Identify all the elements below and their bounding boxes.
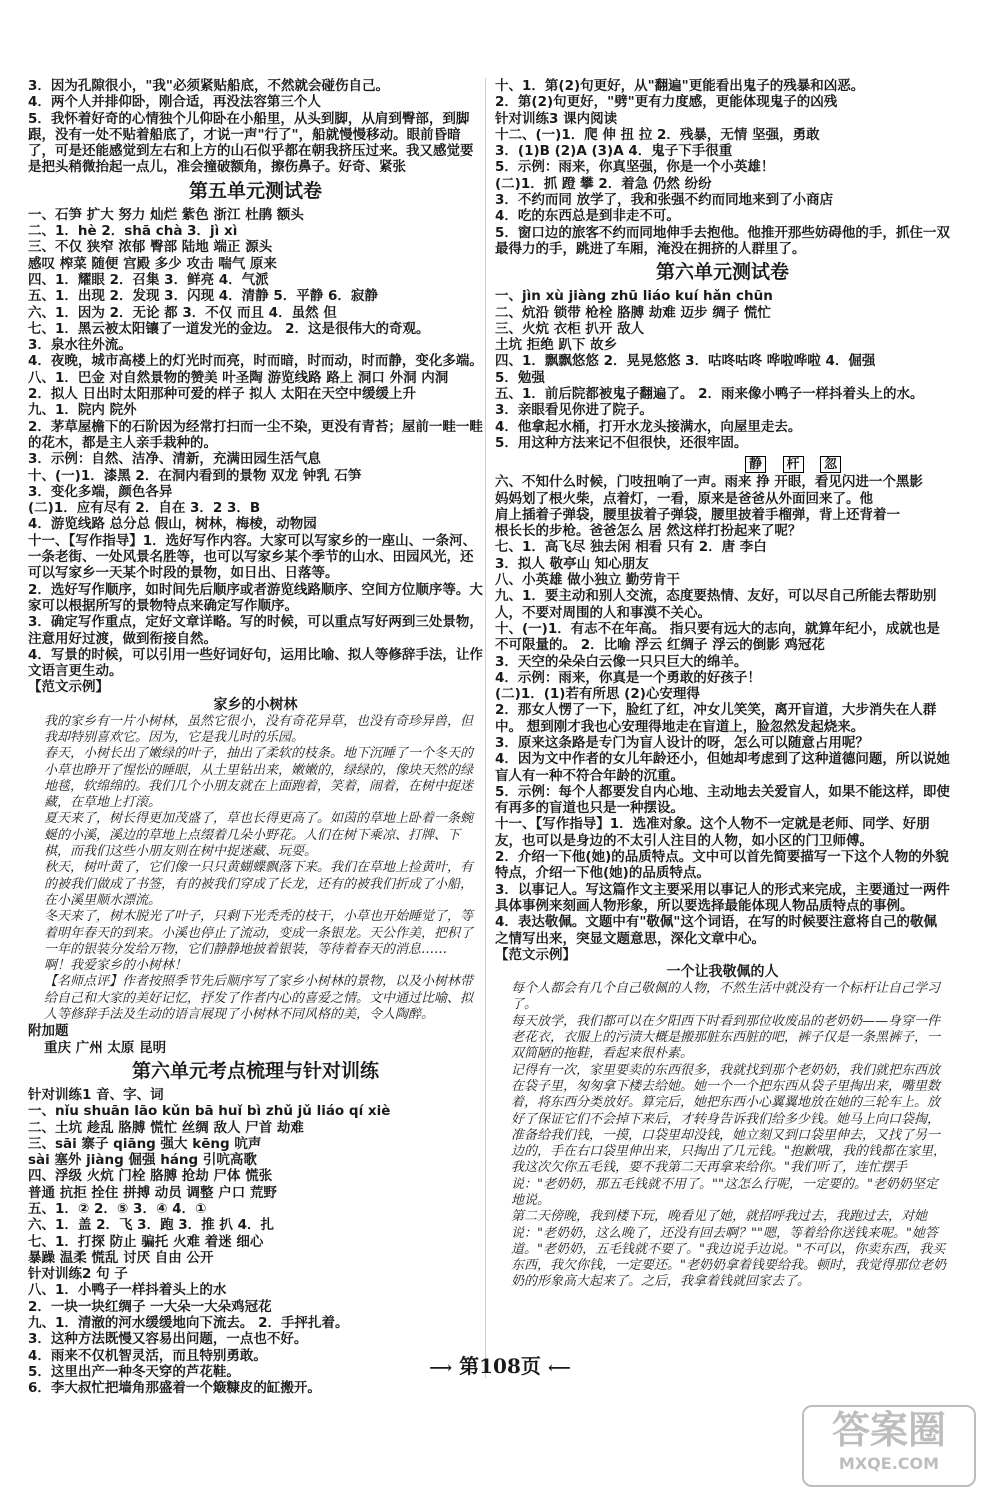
sample1-essay bbox=[28, 714, 483, 1024]
answer-line: 2．一块一块红绸子 一大朵一大朵鸡冠花 bbox=[28, 1298, 272, 1315]
answer-line: 一、jìn xù jiàng zhū liáo kuí hǎn chūn bbox=[495, 288, 773, 305]
answer-line: 八、1．小鸭子一样抖着头上的水 bbox=[28, 1282, 227, 1299]
answer-line: 八、1．巴金 对自然景物的赞美 叶圣陶 游览线路 路上 洞口 外洞 内洞 bbox=[28, 369, 449, 386]
answer-line: 三、不仅 狭窄 浓郁 臀部 陆地 端正 源头 bbox=[28, 239, 273, 256]
answer-line: 4．示例：雨来，你真是一个勇敢的好孩子！ bbox=[495, 669, 761, 686]
answer-line: 八、小英雄 做小独立 勤劳肯干 bbox=[495, 572, 680, 589]
extra-title: 附加题 bbox=[28, 1023, 69, 1040]
watermark-title: 答案圈 bbox=[831, 1408, 946, 1452]
answer-line: 【范文示例】 bbox=[495, 946, 576, 963]
answer-line: 针对训练2 句 子 bbox=[28, 1266, 128, 1283]
answer-line: 3．泉水往外流。 bbox=[28, 337, 132, 354]
answer-line: 4．吃的东西总是到非走不可。 bbox=[495, 208, 680, 225]
answer-line: (二)1．应有尽有 2．自在 3．2 3．B bbox=[28, 500, 261, 517]
essay-paragraph: 【名师点评】作者按照季节先后顺序写了家乡小树林的景物，以及小树林带给自己和大家的美好记忆，抒发了作者内心的喜爱之情。文中通过比喻、拟人等修辞手法及生动的语言展现了小树林不同风格的美，令人陶醉。 bbox=[44, 974, 474, 1023]
answer-line: 4．两个人并排仰卧，刚合适，再没法容第三个人 bbox=[28, 94, 321, 111]
answer-line: 5．窗口边的旅客不约而同地伸手去抱他。他推开那些妨碍他的手，抓住一双最得力的手，跳进了车厢，淹没在拥挤的人群里了。 bbox=[495, 224, 950, 257]
essay-paragraph: 啊！我爱家乡的小树林！ bbox=[44, 958, 188, 974]
answer-line: 四、浮级 火炕 门栓 胳膊 抢劫 尸体 慌张 bbox=[28, 1168, 273, 1185]
answer-line: 5．这里出产一种冬天穿的芦花鞋。 bbox=[28, 1363, 240, 1380]
answer-line: 3．因为孔隙很小，"我"必须紧贴船底，不然就会碰伤自己。 bbox=[28, 78, 389, 94]
answer-line: 九、1．要主动和别人交流，态度要热情、友好，可以尽自己所能去帮助别人，不要对周围的人和事漠不关心。 bbox=[495, 588, 937, 621]
unit6-answers-continued bbox=[495, 539, 950, 963]
unit5-title: 第五单元测试卷 bbox=[188, 179, 322, 202]
unit5-answers bbox=[28, 207, 483, 696]
answer-line: 七、1．高飞尽 独去闲 相看 只有 2．唐 李白 bbox=[495, 539, 767, 556]
correction-line: 六、不知什么时候，门吱扭响了一声。雨来 挣 开眼，看见闪进一个黑影 bbox=[495, 474, 923, 491]
extra-answers: 重庆 广州 太原 昆明 bbox=[44, 1039, 167, 1056]
answer-line: 4．表达敬佩。文题中有"敬佩"这个词语，在写的时候要注意将自己的敬佩之情写出来，突显文题意思，深化文章中心。 bbox=[495, 914, 937, 947]
answer-line: 十一、【写作指导】1．选好写作内容。大家可以写家乡的一座山、一条河、一条老街、一处风景名胜等，也可以写家乡某个季节的山水、田园风光，还可以写家乡一天某个时段的景物，如日出、日落等。 bbox=[28, 532, 477, 582]
watermark-logo bbox=[802, 1405, 976, 1487]
answer-line: 针对训练1 音、字、词 bbox=[28, 1086, 164, 1103]
correction-marks bbox=[495, 453, 950, 472]
answer-line: 一、nǐu shuān lāo kǔn bā huǐ bì zhǔ jǔ liáo qí xiè bbox=[28, 1103, 391, 1120]
answer-line: 普通 抗拒 拴住 拼搏 动员 调整 户口 荒野 bbox=[28, 1184, 277, 1201]
answer-line: 四、1．飘飘悠悠 2．晃晃悠悠 3．咕咚咕咚 哗啦哗啦 4．倔强 bbox=[495, 353, 876, 370]
answer-line: (二)1．(1)若有所思 (2)心安理得 bbox=[495, 686, 700, 703]
answer-line: 七、1．黑云被太阳镶了一道发光的金边。 2．这是很伟大的奇观。 bbox=[28, 320, 430, 337]
correction-paragraph bbox=[495, 474, 950, 539]
answer-line: 二、炕沿 锁带 枪栓 胳膊 劫难 迈步 绸子 慌忙 bbox=[495, 304, 771, 321]
answer-line: 3．确定写作重点，定好文章详略。写的时候，可以重点写好两到三处景物，注意用好过渡，做到衔接自然。 bbox=[28, 614, 483, 647]
answer-line: 2．茅草屋檐下的石阶因为经常打扫而一尘不染，更没有青苔；屋前一畦一畦的花木，都是主人亲手栽种的。 bbox=[28, 418, 483, 451]
left-top-answers bbox=[28, 78, 483, 176]
answer-line: 【范文示例】 bbox=[28, 679, 109, 696]
answer-line: 4．雨来不仅机智灵活，而且特别勇敢。 bbox=[28, 1347, 267, 1364]
answer-line: 十二、(一)1．爬 伸 扭 拉 2．残暴，无情 坚强，勇敢 bbox=[495, 126, 820, 143]
sample2-title: 一个让我敬佩的人 bbox=[666, 964, 779, 981]
correction-box-a: 静 bbox=[745, 456, 766, 473]
answer-line: 3．以事记人。写这篇作文主要采用以事记人的形式来完成，主要通过一两件具体事例来刻画人物形象，所以要选择最能体现人物品质特点的事例。 bbox=[495, 881, 950, 914]
correction-line: 根长长的步枪。爸爸怎么 居 然这样打扮起来了呢？ bbox=[495, 523, 802, 540]
answer-line: 三、火炕 衣柜 扒开 敌人 bbox=[495, 320, 645, 337]
answer-line: 3．原来这条路是专门为盲人设计的呀，怎么可以随意占用呢？ bbox=[495, 734, 869, 751]
essay-paragraph: 第二天傍晚，我到楼下玩，晚看见了她，就招呼我过去，我跑过去，对她说："老奶奶，这么晚了，还没有回去啊？""嗯，等着给你送钱来呢。"她答道。"老奶奶，五毛钱就不要了。"我边说手边说。"不可以，你卖东西，我买东西，我欠你钱，一定要还。"老奶奶拿着钱要给我。顿时，我觉得那位老奶奶的形象高大起来了。之后，我拿着钱就回家去了。 bbox=[511, 1209, 946, 1290]
answer-line: 3．天空的朵朵白云像一只只巨大的绵羊。 bbox=[495, 653, 748, 670]
answer-line: 一、石笋 扩大 努力 灿烂 紫色 浙江 杜鹃 额头 bbox=[28, 206, 304, 223]
answer-line: 四、1．耀眼 2．召集 3．鲜亮 4．气派 bbox=[28, 271, 269, 288]
answer-line: 十、(一)1．漆黑 2．在洞内看到的景物 双龙 钟乳 石笋 bbox=[28, 467, 362, 484]
correction-line: 妈妈划了根火柴，点着灯，一看，原来是爸爸从外面回来了。他 bbox=[495, 490, 873, 507]
answer-line: 十、(一)1．有志不在年高。 指只要有远大的志向，就算年纪小，成就也是不可限量的。 2．比喻 浮云 红绸子 浮云的倒影 鸡冠花 bbox=[495, 620, 940, 654]
answer-line: 七、1．打探 防止 骗托 火难 着迷 细心 bbox=[28, 1233, 264, 1250]
left-column bbox=[28, 78, 483, 1397]
answer-line: 2．选好写作顺序，如时间先后顺序或者游览线路顺序、空间方位顺序等。大家可以根据所写的景物特点来确定写作顺序。 bbox=[28, 581, 483, 614]
answer-line: 4．写景的时候，可以引用一些好词好句，运用比喻、拟人等修辞手法，让作文语言更生动。 bbox=[28, 646, 483, 680]
answer-line: 3．不约而同 放学了，我和张强不约而同地来到了小商店 bbox=[495, 192, 834, 209]
answer-line: sài 塞外 jiàng 倔强 háng 引吭高歌 bbox=[28, 1152, 257, 1169]
watermark-url: MXQE.COM bbox=[838, 1454, 940, 1473]
answer-line: 二、土坑 趁乱 胳膊 慌忙 丝绸 敌人 尸首 劫难 bbox=[28, 1119, 304, 1136]
answer-line: 3．示例：自然、洁净、清新，充满田园生活气息 bbox=[28, 451, 321, 468]
essay-paragraph: 秋天，树叶黄了，它们像一只只黄蝴蝶飘落下来。我们在草地上捡黄叶，有的被我们做成了书签，有的被我们穿成了长龙，还有的被我们折成了小船，在小溪里顺水漂流。 bbox=[44, 860, 474, 908]
right-column bbox=[495, 78, 950, 1291]
answer-line: 3．这种方法既慢又容易出问题，一点也不好。 bbox=[28, 1331, 308, 1348]
answer-line: 3．亲眼看见你进了院子。 bbox=[495, 402, 653, 419]
essay-paragraph: 春天，小树长出了嫩绿的叶子，抽出了柔软的枝条。地下沉睡了一个冬天的小草也睁开了惺忪的睡眼，从土里钻出来，嫩嫩的，绿绿的，像块天然的绿地毯，软绵绵的。我们几个小朋友就在上面跑着，笑着，闹着，在树中捉迷藏，在草地上打滚。 bbox=[44, 746, 474, 811]
answer-line: 3．拟人 敬亭山 知心朋友 bbox=[495, 555, 649, 572]
page-number: 第108页 bbox=[459, 1354, 541, 1378]
answer-line: 暴躁 温柔 慌乱 讨厌 自由 公开 bbox=[28, 1249, 214, 1266]
answer-line: 感叹 榨菜 随便 宫殿 多少 攻击 喘气 原来 bbox=[28, 255, 277, 272]
answer-line: 3．变化多端，颜色各异 bbox=[28, 483, 173, 500]
answer-line: 五、1．② 2．⑤ 3．④ 4．① bbox=[28, 1201, 207, 1217]
answer-line: 5．勉强 bbox=[495, 369, 545, 386]
answer-line: 十、1．第(2)句更好，从"翻遍"更能看出鬼子的残暴和凶恶。 bbox=[495, 78, 865, 94]
unit6-review-title: 第六单元考点梳理与针对训练 bbox=[131, 1059, 379, 1082]
footer-right-ornament: ⟵ bbox=[547, 1358, 571, 1377]
answer-line: 2．介绍一下他(她)的品质特点。文中可以首先简要描写一下这个人物的外貌特点，介绍一下他(她)的品质特点。 bbox=[495, 849, 949, 882]
unit6-answers bbox=[495, 288, 950, 451]
correction-line: 肩上插着子弹袋，腰里拔着子弹袋，腰里披着手榴弹，背上还背着一 bbox=[495, 506, 900, 523]
answer-line: 九、1．清澈的河水缓缓地向下流去。 2．手抨扎着。 bbox=[28, 1315, 349, 1332]
answer-line: 2．拟人 日出时太阳那种可爱的样子 拟人 太阳在天空中缓缓上升 bbox=[28, 386, 416, 403]
answer-line: 2．第(2)句更好，"劈"更有力度感，更能体现鬼子的凶残 bbox=[495, 94, 838, 111]
answer-line: 九、1．院内 院外 bbox=[28, 402, 137, 419]
footer-left-ornament: ⟶ bbox=[429, 1358, 453, 1377]
answer-line: (二)1．抓 蹬 攀 2．着急 仍然 纷纷 bbox=[495, 175, 712, 192]
answer-line: 五、1．前后院都被鬼子翻遍了。 2．雨来像小鸭子一样抖着头上的水。 bbox=[495, 386, 924, 403]
answer-line: 4．因为文中作者的女儿年龄还小，但她却考虑到了这种道德问题，所以说她盲人有一种不符合年龄的沉重。 bbox=[495, 751, 950, 784]
essay-paragraph: 我的家乡有一片小树林，虽然它很小，没有奇花异草，也没有奇珍异兽，但我却特别喜欢它。因为，它是我儿时的乐园。 bbox=[44, 713, 474, 745]
essay-paragraph: 冬天来了，树木脱光了叶子，只剩下光秃秃的枝干，小草也开始睡觉了，等着明年春天的到来。小溪也停止了流动，变成一条银龙。天公作美，把积了一年的银装分发给万物，它们静静地披着银装，等待着春天的消息…… bbox=[44, 909, 474, 957]
answer-line: 六、1．盖 2．飞 3．跑 3．推 扒 4．扎 bbox=[28, 1217, 274, 1234]
page-footer bbox=[0, 1347, 1000, 1379]
essay-paragraph: 每天放学，我们都可以在夕阳西下时看到那位收废品的老奶奶——身穿一件老花衣，衣服上的污渍大概是搬那脏东西脏的吧，裤子仅是一条黑裤子，一双简陋的拖鞋，看起来很朴素。 bbox=[511, 1013, 941, 1062]
answer-line: 五、1．出现 2．发现 3．闪现 4．清静 5．平静 6．寂静 bbox=[28, 288, 378, 305]
answer-line: 六、1．因为 2．无论 都 3．不仅 而且 4．虽然 但 bbox=[28, 304, 337, 321]
answer-line: 5．示例：每个人都要发自内心地、主动地去关爱盲人，如果不能这样，即使有再多的盲道也只是一种摆设。 bbox=[495, 783, 950, 817]
correction-box-b: 杆 bbox=[783, 456, 804, 473]
answer-line: 4．游览线路 总分总 假山，树林，梅棱，动物园 bbox=[28, 516, 317, 533]
answer-line: 三、sāi 寨子 qiāng 强大 kēng 吭声 bbox=[28, 1135, 262, 1152]
answer-line: 4．夜晚，城市高楼上的灯光时而亮，时而暗，时而动，时而静，变化多端。 bbox=[28, 353, 483, 370]
essay-paragraph: 每个人都会有几个自己敬佩的人物，不然生活中就没有一个标杆让自己学习了。 bbox=[511, 981, 941, 1013]
answer-line: 5．用这种方法来记不但很快，还很牢固。 bbox=[495, 434, 748, 451]
answer-line: 5．示例：雨来，你真坚强，你是一个小英雄！ bbox=[495, 159, 775, 176]
answer-line: 3．(1)B (2)A (3)A 4．鬼子下手很重 bbox=[495, 143, 733, 160]
answer-line: 二、1．hè 2．shā chà 3．jì xì bbox=[28, 223, 238, 240]
correction-box-c: 忽 bbox=[820, 456, 841, 473]
answer-line: 2．那女人愣了一下，脸红了红，冲女儿笑笑，离开盲道，大步消失在人群中。 想到刚才我也心安理得地走在盲道上，脸忽然发起烧来。 bbox=[495, 702, 937, 735]
answer-line: 6．李大叔忙把墙角那盛着一个簸糠皮的缸搬开。 bbox=[28, 1380, 321, 1397]
sample2-essay bbox=[495, 981, 950, 1291]
answer-line: 土坑 拒绝 趴下 故乡 bbox=[495, 337, 618, 354]
unit6-title: 第六单元测试卷 bbox=[655, 261, 789, 284]
answer-line: 4．他拿起水桶，打开水龙头接满水，向屋里走去。 bbox=[495, 418, 802, 435]
essay-paragraph: 夏天来了，树长得更加茂盛了，草也长得更高了。如茵的草地上卧着一条蜿蜒的小溪，溪边的草地上点缀着几朵小野花。人们在树下乘凉、打牌、下棋，而我们这些小朋友则在树中捉迷藏、玩耍。 bbox=[44, 811, 474, 860]
answer-line: 针对训练3 课内阅读 bbox=[495, 110, 618, 127]
column-divider bbox=[485, 78, 486, 1378]
sample1-title: 家乡的小树林 bbox=[213, 696, 298, 713]
answer-line: 5．我怀着好奇的心情独个儿仰卧在小船里，从头到脚，从肩到臀部，到脚跟，没有一处不贴着船底了，才说一声"行了"，船就慢慢移动。眼前昏暗了，可是还能感觉到左右和上方的山石似乎都在朝我挤压过来。我又感觉要是把头稍微抬起一点儿，准会撞破额角，擦伤鼻子。好奇、紧张 bbox=[28, 110, 474, 176]
essay-paragraph: 记得有一次，家里要卖的东西很多，我就找到那个老奶奶，我们就把东西放在袋子里，匆匆拿下楼去给她。她一个一个把东西从袋子里掏出来，嘴里数着，将东西分类放好。算完后，她把东西小心翼翼地放在她的三轮车上。放好了保证它们不会掉下来后，才转身告诉我们给多少钱。她马上向口袋掏，准备给我们钱，一摸，口袋里却没钱，她立刻又到口袋里伸去，又找了另一边的，手在右口袋里伸出来，只掏出了几元钱。"抱歉哦，我的钱都在家里，我这次欠你五毛钱，要不我第二天再拿来给你。"我们听了，连忙摆手说："老奶奶，那五毛钱就不用了。""这怎么行呢，一定要的。"老奶奶坚定地说。 bbox=[511, 1062, 946, 1208]
answer-line: 十一、【写作指导】1．选准对象。这个人物不一定就是老师、同学、好朋友，也可以是身边的不太引人注目的人物，如小区的门卫师傅。 bbox=[495, 816, 930, 849]
right-top-answers bbox=[495, 78, 950, 257]
